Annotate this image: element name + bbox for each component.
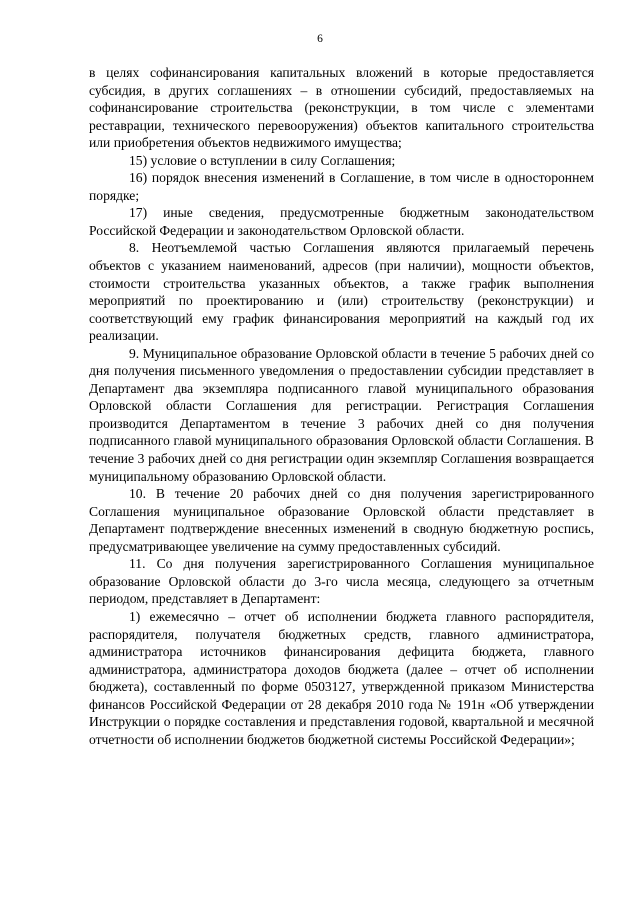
paragraph-item-16: 16) порядок внесения изменений в Соглашение, в том числе в одностороннем порядке; bbox=[89, 170, 594, 203]
paragraph-item-15: 15) условие о вступлении в силу Соглашения; bbox=[129, 152, 396, 168]
page-number: 6 bbox=[317, 33, 323, 45]
paragraph-clause-9: 9. Муниципальное образование Орловской области в течение 5 рабочих дней со дня получения письменного уведомления о предоставлении субсидии представляет в Департамент два экземпляра подписанного главой муниципального образования Орловской области Соглашения для регистрации. Регистрация Соглашения производится Департаментом в течение 3 рабочих дней со дня получения подписанного главой муниципального образования Орловской области Соглашения. В течение 3 рабочих дней со дня регистрации один экземпляр Соглашения возвращается муниципальному образованию Орловской области. bbox=[89, 345, 594, 484]
document-body bbox=[89, 64, 594, 748]
paragraph-clause-10: 10. В течение 20 рабочих дней со дня получения зарегистрированного Соглашения муниципальное образование Орловской области представляет в Департамент подтверждение внесенных изменений в сводную бюджетную роспись, предусматривающее увеличение на сумму предоставленных субсидий. bbox=[89, 486, 594, 554]
paragraph-clause-11: 11. Со дня получения зарегистрированного Соглашения муниципальное образование Орловской области до 3-го числа месяца, следующего за отчетным периодом, представляет в Департамент: bbox=[89, 556, 594, 607]
paragraph-item-17: 17) иные сведения, предусмотренные бюджетным законодательством Российской Федерации и законодательством Орловской области. bbox=[89, 205, 594, 238]
paragraph-continuation: в целях софинансирования капитальных вложений в которые предоставляется субсидия, в других соглашениях – в отношении субсидий, предоставляемых на софинансирование строительства (реконструкции, в том числе с элементами реставрации, технического перевооружения) объектов капитального строительства или приобретения объектов недвижимого имущества; bbox=[89, 65, 594, 151]
paragraph-clause-11-item-1: 1) ежемесячно – отчет об исполнении бюджета главного распорядителя, распорядителя, получателя бюджетных средств, главного администратора, администратора источников финансирования дефицита бюджета, главного администратора, администратора доходов бюджета (далее – отчет об исполнении бюджета), составленный по форме 0503127, утвержденной приказом Министерства финансов Российской Федерации от 28 декабря 2010 года № 191н «Об утверждении Инструкции о порядке составления и представления годовой, квартальной и месячной отчетности об исполнении бюджетов бюджетной системы Российской Федерации»; bbox=[89, 608, 594, 747]
paragraph-clause-8: 8. Неотъемлемой частью Соглашения являются прилагаемый перечень объектов с указанием наименований, адресов (при наличии), мощности объектов, стоимости строительства указанных объектов, а также график выполнения мероприятий по проектированию и (или) строительству (реконструкции) и соответствующий ему график финансирования мероприятий на каждый год их реализации. bbox=[89, 240, 594, 344]
